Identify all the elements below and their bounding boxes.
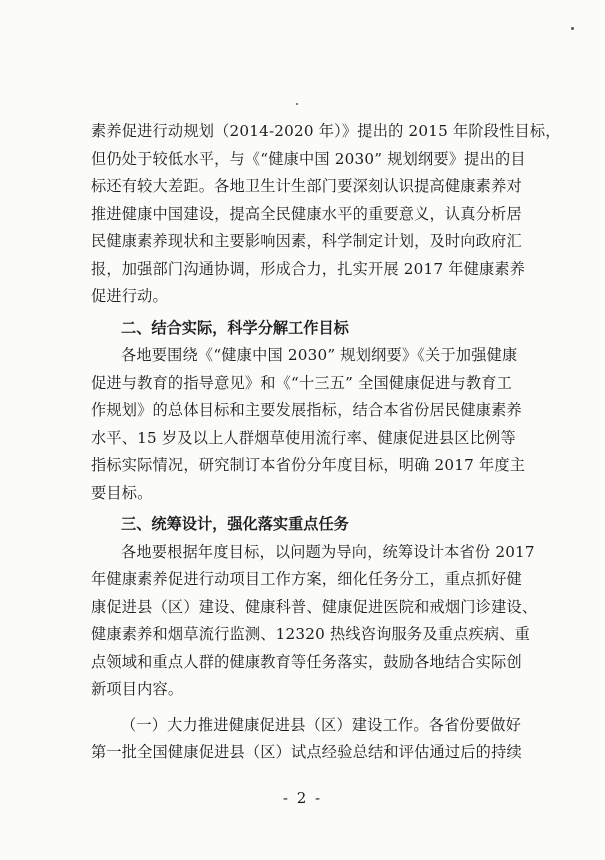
text-line: 各地要根据年度目标，以问题为导向，统筹设计本省份 2017: [121, 542, 535, 561]
text-line: 素养促进行动规划（2014-2020 年）》提出的 2015 年阶段性目标，: [91, 122, 561, 140]
text-line: 促进与教育的指导意见》和《“十三五” 全国健康促进与教育工: [91, 373, 513, 392]
text-run: 各省份要做好: [428, 715, 522, 734]
section-heading-3: 三、统筹设计，强化落实重点任务: [121, 515, 349, 533]
page-number: - 2 -: [282, 789, 323, 807]
text-line: 作规划》的总体目标和主要发展指标，结合本省份居民健康素养: [91, 401, 522, 419]
section-heading-2: 二、结合实际，科学分解工作目标: [121, 318, 349, 337]
text-line: [91, 712, 523, 740]
text-line: 年健康素养促进行动项目工作方案，细化任务分工，重点抓好健: [91, 570, 522, 588]
text-line: 标还有较大差距。各地卫生计生部门要深刻认识提高健康素养对: [91, 177, 522, 195]
scan-speck: [296, 103, 298, 105]
paragraph-4: [91, 712, 523, 767]
paragraph-3: [91, 539, 538, 704]
text-line: 健康素养和烟草流行监测、12320 热线咨询服务及重点疾病、重: [91, 625, 531, 643]
text-line: 要目标。: [91, 483, 153, 502]
text-line: 水平、15 岁及以上人群烟草使用流行率、健康促进县区比例等: [91, 428, 516, 447]
text-line: 新项目内容。: [91, 680, 184, 698]
text-line: 促进行动。: [91, 287, 168, 305]
scan-speck: [571, 27, 574, 30]
text-line: 康促进县（区）建设、健康科普、健康促进医院和戒烟门诊建设、: [91, 597, 538, 616]
text-line: 报，加强部门沟通协调，形成合力，扎实开展 2017 年健康素养: [91, 259, 526, 278]
subsection-heading-1: （一）大力推进健康促进县（区）建设工作。: [121, 715, 429, 734]
text-line: 各地要围绕《“健康中国 2030” 规划纲要》《关于加强健康: [121, 346, 518, 364]
text-line: 第一批全国健康促进县（区）试点经验总结和评估通过后的持续: [91, 743, 522, 761]
paragraph-1: [91, 118, 561, 311]
document-body: [91, 118, 561, 767]
text-line: 但仍处于较低水平，与《“健康中国 2030” 规划纲要》提出的目: [91, 149, 526, 168]
text-line: 推进健康中国建设，提高全民健康水平的重要意义，认真分析居: [91, 204, 522, 223]
text-line: 点领域和重点人群的健康教育等任务落实，鼓励各地结合实际创: [91, 652, 522, 671]
text-line: 指标实际情况，研究制订本省份分年度目标，明确 2017 年度主: [91, 456, 526, 474]
paragraph-2: [91, 342, 526, 507]
text-line: 民健康素养现状和主要影响因素，科学制定计划，及时向政府汇: [91, 232, 522, 250]
